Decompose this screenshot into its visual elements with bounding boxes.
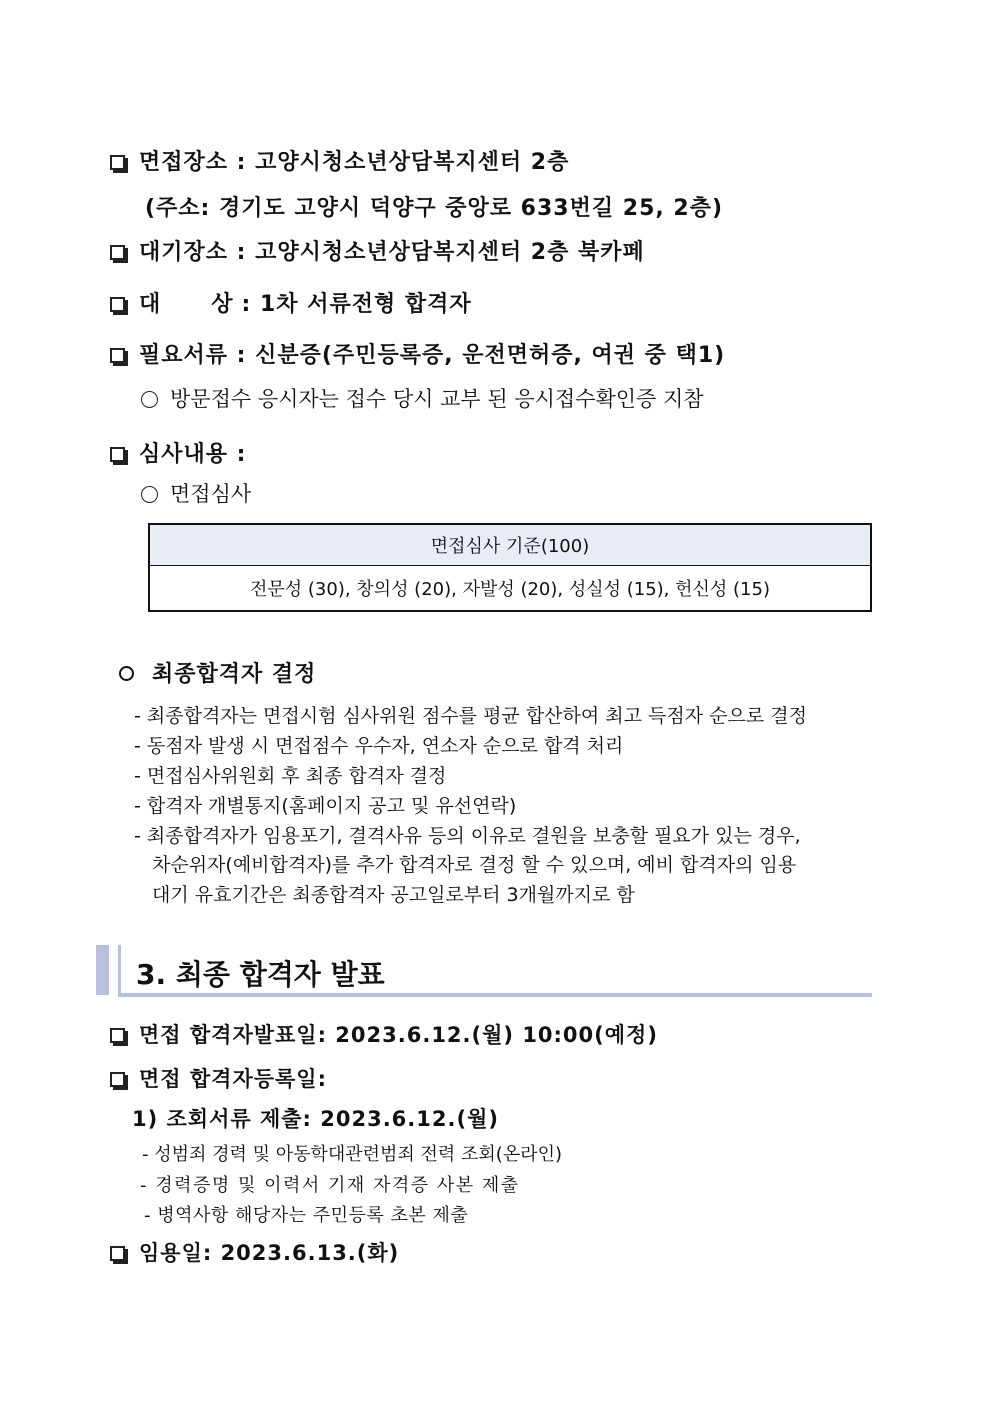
section-title: 3. 최종 합격자 발표 [136,958,385,991]
section-underline [118,993,872,997]
circle-bullet-icon [119,666,134,681]
list-item: - 최종합격자는 면접시험 심사위원 점수를 평균 합산하여 최고 득점자 순으로 결정 [134,705,807,727]
criteria-table-header: 면접심사 기준(100) [149,524,871,566]
venue-address: (주소: 경기도 고양시 덕양구 중앙로 633번길 25, 2층) [145,196,724,221]
section-accent-bar [96,945,109,995]
documents-note-text: 방문접수 응시자는 접수 당시 교부 된 응시접수확인증 지참 [170,387,704,411]
venue-label: 면접장소 : 고양시청소년상담복지센터 2층 [139,150,570,175]
target-key2: 상 [211,292,234,317]
checkbox-bullet-icon [110,297,125,312]
review-label: 심사내용 : [139,442,247,467]
list-item-continued: 차순위자(예비합격자)를 추가 합격자로 결정 할 수 있으며, 예비 합격자의 임용 [152,854,797,876]
documents-note [141,383,704,413]
register-text: 면접 합격자등록일: [139,1067,327,1091]
checkbox-bullet-icon [110,447,125,462]
review-item-text: 면접심사 [170,482,252,506]
waiting-heading [110,235,645,266]
list-item: - 최종합격자가 임용포기, 결격사유 등의 이유로 결원을 보충할 필요가 있는 경우, [134,825,801,847]
checkbox-bullet-icon [110,348,125,363]
waiting-label: 대기장소 : 고양시청소년상담복지센터 2층 북카페 [139,240,645,265]
criteria-table [148,523,872,612]
list-item: - 동점자 발생 시 면접점수 우수자, 연소자 순으로 합격 처리 [134,735,624,757]
register-heading [110,1063,327,1093]
list-item: - 경력증명 및 이력서 기재 자격증 사본 제출 [140,1175,520,1196]
announce-text: 면접 합격자발표일: 2023.6.12.(월) 10:00(예정) [139,1023,658,1047]
final-decision-title-text: 최종합격자 결정 [152,662,317,687]
appointment-heading [110,1237,399,1267]
criteria-table-value: 전문성 (30), 창의성 (20), 자발성 (20), 성실성 (15), 헌신성 (15) [149,566,871,612]
step1-heading: 1) 조회서류 제출: 2023.6.12.(월) [132,1107,499,1131]
appointment-text: 임용일: 2023.6.13.(화) [139,1241,400,1265]
review-heading [110,437,246,468]
checkbox-bullet-icon [110,1246,125,1261]
target-value: : 1차 서류전형 합격자 [241,292,472,317]
announce-heading [110,1019,658,1049]
venue-heading [110,145,569,176]
documents-heading [110,338,725,369]
circle-bullet-icon [141,391,158,408]
list-item: - 성범죄 경력 및 아동학대관련범죄 전력 조회(온라인) [142,1144,563,1165]
review-item [141,478,251,508]
section-divider [118,945,121,997]
list-item: - 면접심사위원회 후 최종 합격자 결정 [134,765,447,787]
checkbox-bullet-icon [110,245,125,260]
target-key: 대 [139,292,162,317]
list-item-continued: 대기 유효기간은 최종합격자 공고일로부터 3개월까지로 함 [152,884,635,906]
checkbox-bullet-icon [110,155,125,170]
final-decision-title [119,657,316,688]
target-heading [110,287,472,318]
list-item: - 병역사항 해당자는 주민등록 초본 제출 [144,1205,469,1226]
checkbox-bullet-icon [110,1072,125,1087]
circle-bullet-icon [141,486,158,503]
list-item: - 합격자 개별통지(홈페이지 공고 및 유선연락) [134,795,517,817]
documents-label: 필요서류 : 신분증(주민등록증, 운전면허증, 여권 중 택1) [139,343,726,368]
checkbox-bullet-icon [110,1028,125,1043]
